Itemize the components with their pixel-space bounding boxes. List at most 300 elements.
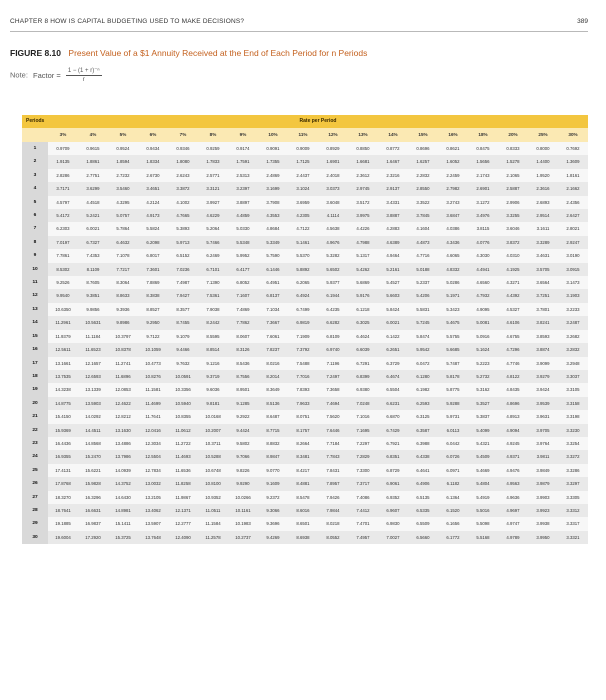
factor-cell: 2.3612 xyxy=(348,169,378,182)
factor-cell: 5.9176 xyxy=(348,289,378,302)
factor-cell: 15.9369 xyxy=(48,424,78,437)
factor-cell: 8.6501 xyxy=(288,517,318,530)
factor-cell: 15.1411 xyxy=(108,517,138,530)
factor-cell: 3.6048 xyxy=(318,196,348,209)
factor-cell: 5.0188 xyxy=(408,263,438,276)
rate-column-header: 13% xyxy=(348,128,378,142)
factor-cell: 5.9377 xyxy=(318,276,348,289)
factor-cell: 0.8850 xyxy=(348,142,378,155)
factor-cell: 3.9279 xyxy=(528,370,558,383)
rate-column-header: 25% xyxy=(528,128,558,142)
factor-cell: 16.9837 xyxy=(78,517,108,530)
factor-cell: 4.1604 xyxy=(408,222,438,235)
factor-cell: 6.6231 xyxy=(378,397,408,410)
factor-cell: 5.6603 xyxy=(378,289,408,302)
factor-cell: 11.6896 xyxy=(108,370,138,383)
factor-cell: 2.8021 xyxy=(558,222,588,235)
factor-cell: 7.4694 xyxy=(318,397,348,410)
factor-cell: 4.6389 xyxy=(378,236,408,249)
period-number: 7 xyxy=(22,222,48,235)
factor-cell: 12.5504 xyxy=(138,450,168,463)
table-row xyxy=(22,316,588,329)
factor-cell: 3.2743 xyxy=(438,196,468,209)
factor-cell: 8.8633 xyxy=(108,289,138,302)
factor-cell: 5.2732 xyxy=(468,370,498,383)
factor-cell: 16.6631 xyxy=(78,504,108,517)
factor-cell: 3.4331 xyxy=(378,196,408,209)
factor-cell: 1.5656 xyxy=(468,155,498,168)
factor-cell: 0.8621 xyxy=(438,142,468,155)
factor-cell: 3.9705 xyxy=(528,424,558,437)
table-row xyxy=(22,222,588,235)
factor-cell: 10.9352 xyxy=(198,491,228,504)
factor-cell: 6.9607 xyxy=(378,504,408,517)
factor-cell: 8.4217 xyxy=(288,464,318,477)
factor-cell: 4.8696 xyxy=(498,397,528,410)
factor-cell: 9.2950 xyxy=(138,316,168,329)
table-row xyxy=(22,424,588,437)
factor-cell: 2.7232 xyxy=(108,169,138,182)
factor-cell: 7.3717 xyxy=(348,477,378,490)
period-number: 8 xyxy=(22,236,48,249)
factor-cell: 8.1757 xyxy=(288,424,318,437)
factor-cell: 0.9009 xyxy=(288,142,318,155)
factor-cell: 0.8000 xyxy=(528,142,558,155)
factor-cell: 6.6282 xyxy=(318,316,348,329)
factor-cell: 9.4269 xyxy=(258,531,288,544)
factor-cell: 3.9975 xyxy=(348,209,378,222)
factor-cell: 7.4869 xyxy=(228,303,258,316)
factor-cell: 5.3349 xyxy=(258,236,288,249)
period-number: 25 xyxy=(22,464,48,477)
factor-cell: 7.7016 xyxy=(288,370,318,383)
factor-cell: 3.0190 xyxy=(558,249,588,262)
factor-cell: 13.0032 xyxy=(138,477,168,490)
factor-cell: 3.3522 xyxy=(408,196,438,209)
factor-cell: 7.6446 xyxy=(318,424,348,437)
table-row xyxy=(22,330,588,343)
factor-cell: 0.9346 xyxy=(168,142,198,155)
factor-cell: 7.0027 xyxy=(378,531,408,544)
factor-cell: 14.3752 xyxy=(108,477,138,490)
factor-cell: 5.3282 xyxy=(318,249,348,262)
factor-cell: 11.0511 xyxy=(198,504,228,517)
factor-cell: 13.2105 xyxy=(138,491,168,504)
factor-cell: 1.6257 xyxy=(408,155,438,168)
factor-cell: 3.2487 xyxy=(558,316,588,329)
factor-cell: 3.3230 xyxy=(558,424,588,437)
table-row xyxy=(22,491,588,504)
factor-cell: 10.1161 xyxy=(228,504,258,517)
factor-cell: 4.7296 xyxy=(498,343,528,356)
factor-cell: 7.1078 xyxy=(108,249,138,262)
factor-cell: 4.4859 xyxy=(228,209,258,222)
factor-cell: 4.8435 xyxy=(498,383,528,396)
factor-cell: 9.7122 xyxy=(138,330,168,343)
factor-cell: 6.1982 xyxy=(408,383,438,396)
factor-cell: 10.2007 xyxy=(198,424,228,437)
factor-cell: 9.7066 xyxy=(228,450,258,463)
factor-cell: 5.5348 xyxy=(228,236,258,249)
factor-cell: 4.9371 xyxy=(498,450,528,463)
factor-cell: 3.1272 xyxy=(468,196,498,209)
factor-cell: 5.7245 xyxy=(408,316,438,329)
factor-cell: 15.3725 xyxy=(108,531,138,544)
factor-cell: 4.5797 xyxy=(48,196,78,209)
factor-cell: 6.4906 xyxy=(408,477,438,490)
factor-cell: 4.7988 xyxy=(348,236,378,249)
factor-cell: 1.8594 xyxy=(108,155,138,168)
factor-cell: 3.3121 xyxy=(198,182,228,195)
period-number: 17 xyxy=(22,357,48,370)
period-number: 15 xyxy=(22,330,48,343)
factor-cell: 7.1196 xyxy=(318,357,348,370)
factor-cell: 3.8241 xyxy=(528,316,558,329)
factor-cell: 10.4773 xyxy=(138,357,168,370)
factor-label: Factor = xyxy=(33,70,61,80)
period-number: 16 xyxy=(22,343,48,356)
factor-cell: 7.1607 xyxy=(228,289,258,302)
factor-cell: 1.7125 xyxy=(288,155,318,168)
factor-cell: 6.7499 xyxy=(288,303,318,316)
period-number: 5 xyxy=(22,196,48,209)
factor-cell: 4.9563 xyxy=(498,477,528,490)
factor-cell: 10.8100 xyxy=(198,477,228,490)
factor-cell: 12.4090 xyxy=(168,531,198,544)
factor-cell: 6.1656 xyxy=(438,517,468,530)
factor-cell: 3.4651 xyxy=(138,182,168,195)
factor-cell: 2.6427 xyxy=(558,209,588,222)
factor-cell: 4.9676 xyxy=(318,236,348,249)
factor-cell: 5.4675 xyxy=(438,316,468,329)
factor-cell: 0.9434 xyxy=(138,142,168,155)
factor-cell: 12.0853 xyxy=(108,383,138,396)
factor-cell: 11.1584 xyxy=(198,517,228,530)
factor-cell: 3.9099 xyxy=(528,357,558,370)
period-number: 2 xyxy=(22,155,48,168)
factor-cell: 3.9927 xyxy=(198,196,228,209)
factor-cell: 7.4957 xyxy=(348,531,378,544)
rate-column-header: 5% xyxy=(108,128,138,142)
factor-cell: 8.5302 xyxy=(48,263,78,276)
factor-cell: 6.4338 xyxy=(408,450,438,463)
note-label: Note: xyxy=(10,70,28,80)
factor-cell: 2.4018 xyxy=(318,169,348,182)
factor-cell: 5.7864 xyxy=(108,222,138,235)
factor-cell: 2.1743 xyxy=(468,169,498,182)
table-row xyxy=(22,410,588,423)
factor-cell: 10.8276 xyxy=(138,370,168,383)
table-row xyxy=(22,169,588,182)
factor-cell: 5.9542 xyxy=(408,343,438,356)
factor-cell: 2.4869 xyxy=(258,169,288,182)
factor-cell: 3.9903 xyxy=(528,491,558,504)
factor-cell: 5.3423 xyxy=(438,303,468,316)
table-row xyxy=(22,182,588,195)
factor-cell: 3.8593 xyxy=(528,330,558,343)
factor-cell: 5.7487 xyxy=(438,357,468,370)
period-number: 22 xyxy=(22,424,48,437)
factor-cell: 11.9867 xyxy=(168,491,198,504)
factor-cell: 6.4632 xyxy=(108,236,138,249)
factor-cell: 2.1662 xyxy=(558,182,588,195)
factor-cell: 13.4062 xyxy=(138,504,168,517)
factor-cell: 5.1461 xyxy=(288,236,318,249)
factor-cell: 6.0021 xyxy=(378,316,408,329)
factor-cell: 9.5802 xyxy=(228,437,258,450)
period-number: 10 xyxy=(22,263,48,276)
factor-cell: 3.1699 xyxy=(258,182,288,195)
factor-cell: 4.6755 xyxy=(498,330,528,343)
factor-cell: 1.3609 xyxy=(558,155,588,168)
factor-cell: 2.6893 xyxy=(528,196,558,209)
table-row xyxy=(22,263,588,276)
factor-cell: 3.3272 xyxy=(558,450,588,463)
factor-cell: 14.3238 xyxy=(48,383,78,396)
factor-cell: 3.5172 xyxy=(348,196,378,209)
factor-cell: 6.7101 xyxy=(198,263,228,276)
rate-row-corner xyxy=(22,128,48,142)
factor-cell: 6.8137 xyxy=(258,289,288,302)
factor-cell: 3.3872 xyxy=(168,182,198,195)
factor-cell: 8.5595 xyxy=(198,330,228,343)
factor-cell: 5.7466 xyxy=(198,236,228,249)
factor-cell: 3.9879 xyxy=(528,477,558,490)
factor-cell: 4.9464 xyxy=(378,249,408,262)
factor-cell: 7.1909 xyxy=(288,330,318,343)
factor-cell: 8.3838 xyxy=(138,289,168,302)
factor-cell: 6.6870 xyxy=(378,410,408,423)
table-row xyxy=(22,303,588,316)
factor-cell: 5.3893 xyxy=(168,222,198,235)
factor-cell: 5.4669 xyxy=(468,464,498,477)
factor-cell: 6.1520 xyxy=(438,504,468,517)
factor-cell: 0.8772 xyxy=(378,142,408,155)
rate-column-header: 20% xyxy=(498,128,528,142)
period-number: 19 xyxy=(22,383,48,396)
factor-cell: 8.8832 xyxy=(258,437,288,450)
factor-cell: 12.2777 xyxy=(168,517,198,530)
factor-cell: 6.4235 xyxy=(318,303,348,316)
factor-cell: 3.5705 xyxy=(528,263,558,276)
factor-cell: 3.8887 xyxy=(378,209,408,222)
factor-cell: 5.6502 xyxy=(318,263,348,276)
factor-cell: 11.1581 xyxy=(138,383,168,396)
factor-cell: 3.3312 xyxy=(558,504,588,517)
factor-cell: 6.0021 xyxy=(78,222,108,235)
factor-cell: 9.3936 xyxy=(108,303,138,316)
factor-cell: 3.8372 xyxy=(498,236,528,249)
factor-cell: 12.8212 xyxy=(108,410,138,423)
factor-cell: 4.3271 xyxy=(498,276,528,289)
factor-cell: 17.4131 xyxy=(48,464,78,477)
factor-cell: 2.3616 xyxy=(528,182,558,195)
factor-cell: 5.2064 xyxy=(198,222,228,235)
factor-cell: 7.9427 xyxy=(168,289,198,302)
period-number: 23 xyxy=(22,437,48,450)
factor-cell: 11.4693 xyxy=(168,450,198,463)
factor-cell: 11.6536 xyxy=(168,464,198,477)
factor-cell: 10.5288 xyxy=(198,450,228,463)
factor-cell: 5.5168 xyxy=(468,531,498,544)
factor-cell: 3.9950 xyxy=(528,531,558,544)
factor-cell: 6.7327 xyxy=(78,236,108,249)
factor-cell: 2.6901 xyxy=(468,182,498,195)
factor-cell: 0.9259 xyxy=(198,142,228,155)
factor-cell: 2.2832 xyxy=(408,169,438,182)
factor-cell: 6.5152 xyxy=(168,249,198,262)
factor-cell: 11.2741 xyxy=(108,357,138,370)
factor-cell: 5.5016 xyxy=(468,504,498,517)
factor-cell: 2.1065 xyxy=(498,169,528,182)
factor-cell: 7.4086 xyxy=(348,491,378,504)
factor-numerator: 1 − (1 + r)⁻ⁿ xyxy=(67,68,100,74)
factor-cell: 7.5488 xyxy=(288,357,318,370)
factor-cell: 9.3719 xyxy=(198,370,228,383)
factor-cell: 8.3126 xyxy=(228,343,258,356)
factor-cell: 9.1609 xyxy=(258,477,288,490)
factor-cell: 6.8017 xyxy=(138,249,168,262)
factor-cell: 5.0286 xyxy=(438,276,468,289)
factor-cell: 5.5370 xyxy=(288,249,318,262)
factor-cell: 7.7862 xyxy=(228,316,258,329)
factor-cell: 3.9539 xyxy=(528,397,558,410)
period-number: 24 xyxy=(22,450,48,463)
factor-cell: 11.8258 xyxy=(168,477,198,490)
factor-cell: 6.3025 xyxy=(348,316,378,329)
factor-cell: 14.8775 xyxy=(48,397,78,410)
factor-cell: 6.3988 xyxy=(408,437,438,450)
factor-cell: 7.0236 xyxy=(168,263,198,276)
factor-cell: 6.7429 xyxy=(378,424,408,437)
factor-cell: 7.7843 xyxy=(318,450,348,463)
factor-cell: 9.8226 xyxy=(228,464,258,477)
factor-cell: 2.5887 xyxy=(498,182,528,195)
factor-cell: 4.2124 xyxy=(138,196,168,209)
rate-column-header: 4% xyxy=(78,128,108,142)
table-row xyxy=(22,397,588,410)
factor-cell: 7.5361 xyxy=(198,289,228,302)
factor-cell: 3.6046 xyxy=(498,222,528,235)
factor-cell: 5.3527 xyxy=(468,397,498,410)
factor-cell: 9.3696 xyxy=(258,517,288,530)
factor-cell: 4.7716 xyxy=(408,249,438,262)
factor-cell: 9.3851 xyxy=(78,289,108,302)
factor-cell: 4.3295 xyxy=(108,196,138,209)
factor-cell: 9.9290 xyxy=(228,477,258,490)
factor-cell: 3.3105 xyxy=(558,383,588,396)
factor-cell: 11.7641 xyxy=(138,410,168,423)
factor-cell: 6.5135 xyxy=(408,491,438,504)
factor-cell: 0.9091 xyxy=(258,142,288,155)
factor-cell: 11.1184 xyxy=(78,330,108,343)
factor-cell: 6.0472 xyxy=(408,357,438,370)
factor-cell: 7.0197 xyxy=(48,236,78,249)
table-row xyxy=(22,236,588,249)
factor-cell: 3.1611 xyxy=(528,222,558,235)
factor-cell: 15.4150 xyxy=(48,410,78,423)
factor-cell: 2.5771 xyxy=(198,169,228,182)
rate-column-header: 12% xyxy=(318,128,348,142)
period-number: 30 xyxy=(22,531,48,544)
factor-cell: 1.8861 xyxy=(78,155,108,168)
factor-cell: 2.9137 xyxy=(378,182,408,195)
factor-cell: 12.5611 xyxy=(48,343,78,356)
factor-cell: 4.1002 xyxy=(168,196,198,209)
factor-cell: 4.6560 xyxy=(468,276,498,289)
factor-cell: 8.3481 xyxy=(288,450,318,463)
factor-cell: 3.7908 xyxy=(258,196,288,209)
rate-column-header: 6% xyxy=(138,128,168,142)
factor-cell: 14.6430 xyxy=(108,491,138,504)
factor-cell: 11.9379 xyxy=(48,330,78,343)
factor-cell: 3.9849 xyxy=(528,464,558,477)
factor-cell: 8.2664 xyxy=(288,437,318,450)
factor-cell: 4.4518 xyxy=(78,196,108,209)
factor-cell: 13.5903 xyxy=(78,397,108,410)
factor-cell: 7.7184 xyxy=(318,437,348,450)
factor-cell: 3.4631 xyxy=(528,249,558,262)
factor-cell: 2.6730 xyxy=(138,169,168,182)
factor-cell: 7.3658 xyxy=(318,383,348,396)
factor-cell: 3.6564 xyxy=(528,276,558,289)
factor-cell: 6.6039 xyxy=(348,343,378,356)
table-row xyxy=(22,504,588,517)
factor-cell: 16.4436 xyxy=(48,437,78,450)
factor-cell: 4.9747 xyxy=(498,517,528,530)
factor-cell: 6.2593 xyxy=(408,397,438,410)
period-number: 18 xyxy=(22,370,48,383)
factor-cell: 3.3254 xyxy=(558,437,588,450)
factor-cell: 10.0168 xyxy=(198,410,228,423)
factor-cell: 8.0216 xyxy=(258,357,288,370)
factor-cell: 16.3296 xyxy=(78,491,108,504)
factor-cell: 6.1280 xyxy=(408,370,438,383)
factor-cell: 19.1885 xyxy=(48,517,78,530)
factor-cell: 14.0292 xyxy=(78,410,108,423)
factor-cell: 8.7455 xyxy=(168,316,198,329)
factor-cell: 7.6061 xyxy=(258,330,288,343)
factor-cell: 8.1109 xyxy=(78,263,108,276)
factor-cell: 5.1971 xyxy=(438,289,468,302)
factor-cell: 5.0757 xyxy=(108,209,138,222)
factor-cell: 7.2297 xyxy=(348,437,378,450)
rate-header: Rate per Period xyxy=(299,118,337,124)
factor-cell: 12.1657 xyxy=(78,357,108,370)
factor-cell: 14.8568 xyxy=(78,437,108,450)
factor-cell: 5.8178 xyxy=(438,370,468,383)
factor-cell: 3.2948 xyxy=(558,357,588,370)
period-number: 20 xyxy=(22,397,48,410)
factor-cell: 8.6938 xyxy=(288,531,318,544)
factor-cell: 6.9740 xyxy=(318,343,348,356)
factor-cell: 3.2832 xyxy=(558,343,588,356)
factor-cell: 11.6523 xyxy=(78,343,108,356)
factor-cell: 15.2470 xyxy=(78,450,108,463)
factor-cell: 17.2920 xyxy=(78,531,108,544)
table-body xyxy=(22,142,588,544)
factor-cell: 11.4699 xyxy=(138,397,168,410)
factor-cell: 4.3030 xyxy=(468,249,498,262)
table-row xyxy=(22,142,588,155)
factor-cell: 4.7665 xyxy=(168,209,198,222)
factor-cell: 2.9247 xyxy=(558,236,588,249)
factor-cell: 19.6004 xyxy=(48,531,78,544)
rate-column-header: 30% xyxy=(558,128,588,142)
factor-cell: 4.4226 xyxy=(348,222,378,235)
factor-cell: 3.3297 xyxy=(558,477,588,490)
factor-cell: 1.9135 xyxy=(48,155,78,168)
